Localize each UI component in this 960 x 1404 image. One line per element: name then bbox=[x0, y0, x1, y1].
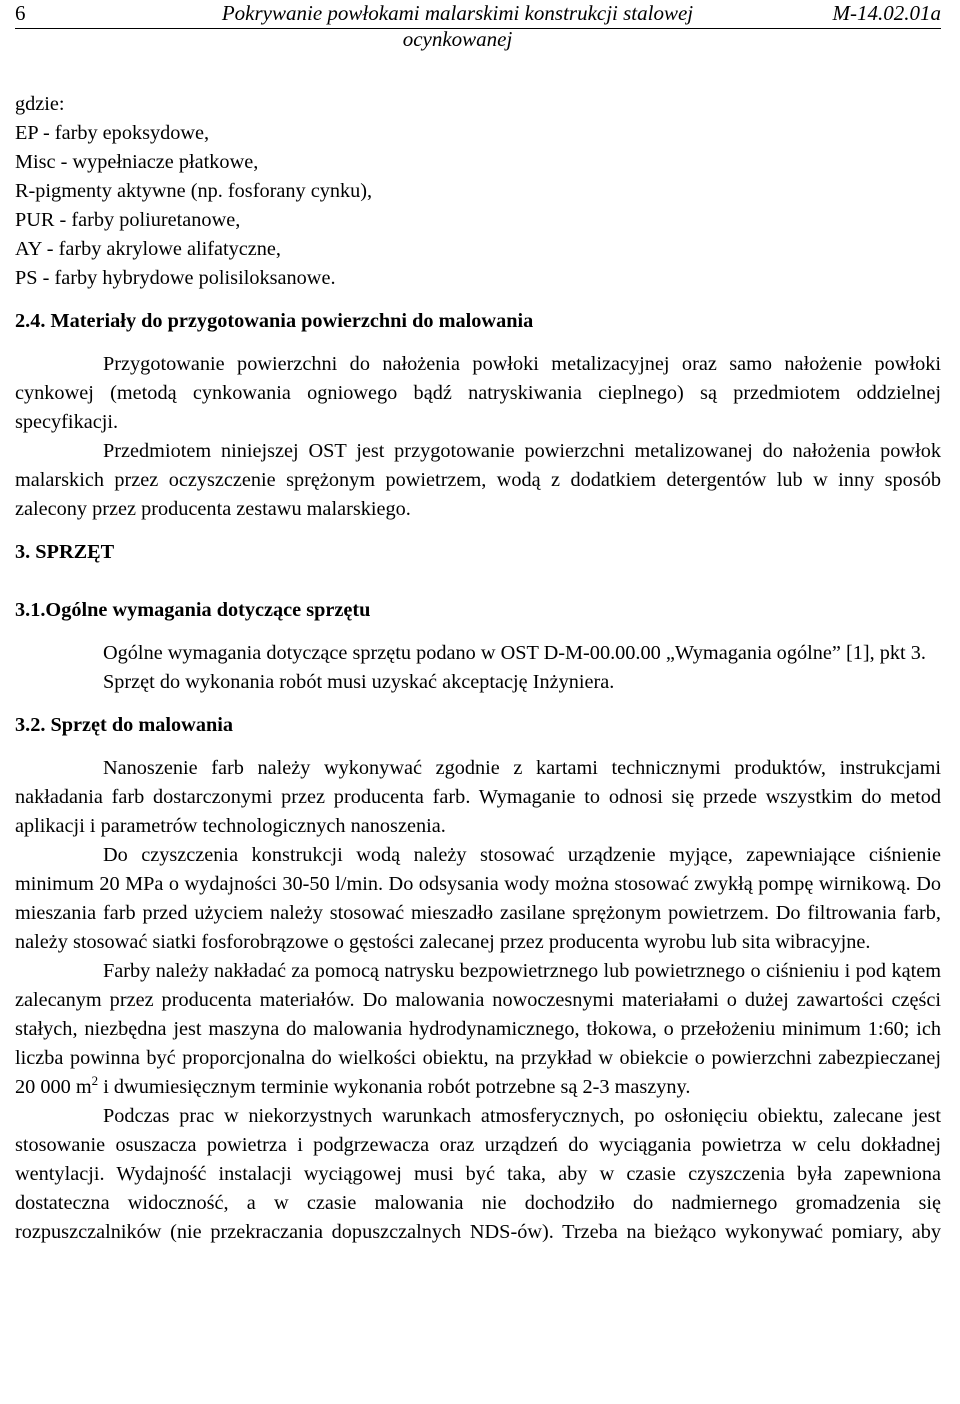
paragraph bbox=[15, 957, 941, 1102]
running-title bbox=[160, 0, 755, 52]
legend-item: EP - farby epoksydowe, bbox=[15, 122, 210, 144]
paragraph: Przedmiotem niniejszej OST jest przygotowanie powierzchni metalizowanej do nałożenia powłok malarskich przez oczyszczenie sprężonym powietrzem, wodą z dodatkiem detergentów lub w inny sposób zalecony przez producenta zestawu malarskiego. bbox=[15, 440, 941, 520]
paragraph: Ogólne wymagania dotyczące sprzętu podano w OST D-M-00.00.00 „Wymagania ogólne” [1], pkt 3. bbox=[103, 642, 926, 664]
document-code: M-14.02.01a bbox=[832, 1, 941, 25]
paragraph: Podczas prac w niekorzystnych warunkach atmosferycznych, po osłonięciu obiektu, zalecane jest stosowanie osuszacza powietrza i podgrzewacza oraz urządzeń do wyciągania powietrza w celu dokładnej wentylacji. Wydajność instalacji wyciągowej musi być taka, aby w czasie czyszczenia była zapewniona dostateczna widoczność, a w czasie malowania nie dochodziło do nadmiernego gromadzenia się rozpuszczalników (nie przekraczania dopuszczalnych NDS-ów). Trzeba na bieżąco wykonywać pomiary, aby bbox=[15, 1105, 941, 1243]
section-3-heading: 3. SPRZĘT bbox=[15, 541, 115, 563]
section-3-1-heading: 3.1.Ogólne wymagania dotyczące sprzętu bbox=[15, 599, 371, 621]
paragraph: Przygotowanie powierzchni do nałożenia powłoki metalizacyjnej oraz samo nałożenie powłoki cynkowej (metodą cynkowania ogniowego bądź natryskiwania cieplnego) są przedmiotem oddzielnej specyfikacji. bbox=[15, 353, 941, 433]
header-rule bbox=[15, 28, 941, 29]
paragraph-text: i dwumiesięcznym terminie wykonania robót potrzebne są 2-3 maszyny. bbox=[98, 1076, 691, 1098]
legend-item: Misc - wypełniacze płatkowe, bbox=[15, 151, 259, 173]
section-3-2-heading: 3.2. Sprzęt do malowania bbox=[15, 714, 234, 736]
paragraph: Nanoszenie farb należy wykonywać zgodnie z kartami technicznymi produktów, instrukcjami nakładania farb dostarczonymi przez producenta farb. Wymaganie to odnosi się przede wszystkim do metod aplikacji i parametrów technologicznych nanoszenia. bbox=[15, 757, 941, 837]
page-header bbox=[15, 0, 941, 60]
legend-item: R-pigmenty aktywne (np. fosforany cynku), bbox=[15, 180, 373, 202]
page-number: 6 bbox=[15, 1, 26, 25]
section-2-4-heading: 2.4. Materiały do przygotowania powierzchni do malowania bbox=[15, 310, 534, 332]
legend-list bbox=[15, 90, 941, 293]
running-title-line1: Pokrywanie powłokami malarskimi konstrukcji stalowej bbox=[221, 1, 694, 25]
paragraph: Sprzęt do wykonania robót musi uzyskać akceptację Inżyniera. bbox=[103, 671, 615, 693]
legend-item: PS - farby hybrydowe polisiloksanowe. bbox=[15, 267, 336, 289]
legend-item: AY - farby akrylowe alifatyczne, bbox=[15, 238, 281, 260]
superscript: 2 bbox=[91, 1073, 99, 1089]
running-title-line2: ocynkowanej bbox=[402, 27, 513, 51]
document-page bbox=[15, 0, 941, 1247]
legend-item: PUR - farby poliuretanowe, bbox=[15, 209, 241, 231]
legend-item: gdzie: bbox=[15, 93, 65, 115]
paragraph: Do czyszczenia konstrukcji wodą należy stosować urządzenie myjące, zapewniające ciśnienie minimum 20 MPa o wydajności 30-50 l/min. Do odsysania wody można stosować zwykłą pompę wirnikową. Do mieszania farb przed użyciem należy stosować mieszadło zasilane sprężonym powietrzem. Do filtrowania farb, należy stosować siatki fosforobrązowe o gęstości zalecanej przez producenta wyrobu lub sita wibracyjne. bbox=[15, 844, 941, 953]
paragraph-text: Farby należy nakładać za pomocą natrysku bezpowietrznego lub powietrznego o ciśnieniu i pod kątem zalecanym przez producenta materiałów. Do malowania nowoczesnymi materiałami o dużej zawartości części stałych, niezbędna jest maszyna do malowania hydrodynamicznego, tłokowa, o przełożeniu minimum 1:60; ich liczba powinna być proporcjonalna do wielkości obiektu, na przykład w obiekcie o powierzchni zabezpieczanej 20 000 m bbox=[15, 960, 941, 1098]
